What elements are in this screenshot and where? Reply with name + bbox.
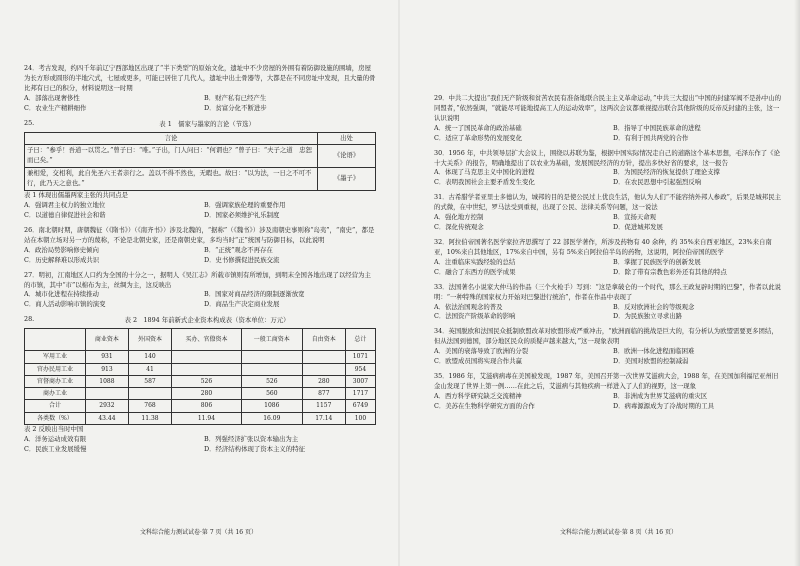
option-c[interactable]: C．深化传统观念 [434, 223, 484, 232]
table-cell: 280 [172, 388, 242, 400]
option-d[interactable]: D．病毒源源成为了冷战时期的工具 [613, 401, 714, 410]
question-stem: 27．明初，江南地区人口约为全国的十分之一，据明人《吴江志》所载市镇则有所增加，到明末全国各地出现了以经营为主的市镇，其中“市”以棉布为主，丝绸为主，这反映出 [24, 270, 371, 289]
table-cell: 954 [345, 363, 375, 375]
question-31 [434, 193, 784, 233]
table-cell: 17.14 [302, 412, 345, 424]
options [24, 246, 376, 266]
options [434, 347, 784, 367]
option-a[interactable]: A．体现了马克思主义中国化的进程 [434, 168, 535, 177]
option-a[interactable]: A．强化地方控制 [434, 213, 484, 222]
option-b[interactable]: B．国家对商品经济的限制逐渐放宽 [204, 290, 305, 299]
column-header [25, 329, 86, 351]
option-d[interactable]: D．有利于国共两党的合作 [613, 133, 689, 142]
option-d[interactable]: D．史书修撰促进民族交流 [204, 255, 280, 264]
options [24, 290, 376, 310]
question-stem: 35．1986 年，艾滋病病毒在美国被发现，1987 年，美国召开第一次世界艾滋病大会，1988 年，在美国加利福尼亚州旧金山发现了世界上第一例……在此之后，艾滋病与其他疾病一样进入了人们的视野，这一现象 [434, 372, 779, 390]
question-stem: 24．考古发现，约四千年前辽宁西部地区出现了“半下类型”的原始文化，遗址中不少房屋的外围有着防御设施的围墙，房屋为长方形或圆形的半地穴式，七屋或更多，可能已居住了几代人，遗址中出土骨器等，大都是在不同房址中发现，且大量的骨比邦有日已的积分，材料说明这一时期 [24, 64, 376, 92]
question-34 [434, 327, 784, 367]
table-header-row [25, 329, 376, 351]
table-caption: 表 1 儒家与墨家的言论（节选） [159, 119, 255, 128]
option-a[interactable]: A．部落出现奢侈性 [24, 93, 80, 102]
question-stem: 29．中共二大提出“我们无产阶级和贫苦农民有准备地联合民主主义革命运动，”中共三大提出“中国的封建军阀不是孙中山的同盟者，”依然强调，“就能尽可能地提高工人的运动效率”，这两次会议都重视提出联合其他阶级的反帝反封建的主张，这一认识说明 [434, 94, 782, 122]
table-cell [302, 351, 345, 363]
option-b[interactable]: B．欧洲一体化进程面临困难 [613, 347, 695, 356]
table-cell: 526 [172, 375, 242, 387]
table-cell: 1717 [345, 388, 375, 400]
table-row [25, 168, 376, 191]
options [434, 303, 784, 323]
page-shadow [794, 0, 800, 566]
table-cell: 6749 [345, 400, 375, 412]
option-d[interactable]: D．除了带有宗教色彩外还有其他的特点 [613, 267, 727, 276]
page-fold [398, 0, 400, 566]
table-cell: 11.94 [172, 412, 242, 424]
options [434, 124, 784, 144]
option-c[interactable]: C．以道德自律促进社会和谐 [24, 210, 106, 219]
options [434, 258, 784, 278]
question-30 [434, 149, 784, 189]
table-caption: 表 2 1894 年前新式企业资本构成表（资本单位：万元） [124, 316, 290, 325]
options [24, 94, 376, 114]
table-cell: 768 [128, 400, 171, 412]
option-a[interactable]: A．西方科学研究缺乏交流精神 [434, 391, 522, 400]
option-c[interactable]: C．商人活动影响市镇的演变 [24, 300, 106, 309]
option-d[interactable]: D．在农民思想中引起强烈反响 [613, 178, 702, 187]
table-2 [24, 328, 376, 425]
option-c[interactable]: C．融合了东西方的医学成果 [434, 267, 516, 276]
options [434, 392, 784, 412]
option-c[interactable]: C．历史解释难以形成共识 [24, 255, 100, 264]
table-cell: 2932 [85, 400, 128, 412]
table-row [25, 375, 376, 387]
table-cell: 140 [128, 351, 171, 363]
question-stem: 表 2 反映出当时中国 [24, 424, 84, 433]
table-cell: 280 [302, 375, 345, 387]
option-d[interactable]: D．美国对欧盟的控制减弱 [613, 357, 689, 366]
table-cell [85, 388, 128, 400]
question-stem: 26．南北朝时期，唐朝魏征（《隋书》）（《南齐书》）涉及北魏的，“据称”（《魏书》）涉及南朝史事则称“岛夷”，“南史”，都是站在本朝立场对另一方的蔑称，不论是北朝史家，还是南朝史家，多均当时“正”统国与防御目标，以此说明 [24, 225, 375, 244]
table-cell: 军用工业 [25, 351, 86, 363]
table-row [25, 145, 376, 168]
table-cell: 《论语》 [318, 145, 376, 168]
option-b[interactable]: B．强调家族伦理的重要作用 [204, 201, 286, 210]
table-cell: 官办民用工业 [25, 363, 86, 375]
question-24 [24, 64, 376, 114]
question-stem: 31．古希腊学者亚里士多德认为，城邦的目的是使公民过上优良生活，他认为人们“不能容纳外邦人参政”，后果是城邦民主的式微，在中世纪，罗马法受到重视，出现了公民、法律关系等问题，这一说法 [434, 193, 781, 212]
option-c[interactable]: C．法国资产阶级革命的影响 [434, 312, 516, 321]
option-d[interactable]: D．商品生产决定商业发展 [204, 300, 280, 309]
option-c[interactable]: C．表明我国社会主要矛盾发生变化 [434, 178, 535, 187]
table-cell: 各类数（%） [25, 412, 86, 424]
table-cell: 1157 [302, 400, 345, 412]
table-cell: 《墨子》 [318, 168, 376, 191]
option-b[interactable]: B．“正统”观念不再存在 [204, 245, 273, 254]
table-cell: 兼相爱，交相利，此自先圣六王者亲行之。盖以不得不然也，无暇也。故曰：“以为法，一日之不可不行，此乃天之意也。” [25, 168, 318, 191]
table-cell: 11.38 [128, 412, 171, 424]
option-a[interactable]: A．美国的衰落导致了欧洲的分裂 [434, 347, 529, 356]
table-cell: 合计 [25, 400, 86, 412]
question-25 [24, 119, 376, 221]
option-b[interactable]: B．反对欧洲社会的等级观念 [613, 302, 695, 311]
table-cell [128, 388, 171, 400]
options [434, 168, 784, 188]
option-d[interactable]: D．贫富分化不断进步 [204, 103, 267, 112]
table-row [25, 412, 376, 424]
table-cell: 877 [302, 388, 345, 400]
table-cell: 931 [85, 351, 128, 363]
column-header: 自由资本 [302, 329, 345, 351]
table-cell [172, 351, 242, 363]
question-27 [24, 271, 376, 311]
option-b[interactable]: B．财产私有已经产生 [204, 93, 267, 102]
option-a[interactable]: A．依法治国观念的普及 [434, 302, 503, 311]
table-cell [241, 363, 302, 375]
table-cell: 官督商办工业 [25, 375, 86, 387]
table-cell: 560 [241, 388, 302, 400]
question-stem: 表 1 体现出儒墨两家主张的共同点是 [24, 191, 128, 200]
question-32 [434, 238, 784, 278]
table-cell: 1086 [241, 400, 302, 412]
table-header-cell: 言论 [25, 132, 318, 145]
option-b[interactable]: B．掌握了民族医学的创新发展 [613, 257, 701, 266]
table-cell: 16.09 [241, 412, 302, 424]
table-cell [172, 363, 242, 375]
column-header: 总计 [345, 329, 375, 351]
option-c[interactable]: C．农业生产精耕细作 [24, 103, 87, 112]
page-footer-left: 文科综合能力测试试卷·第 7 页（共 16 页） [140, 529, 257, 536]
question-number: 25. [24, 118, 35, 127]
table-cell: 子曰：“参乎！吾道一以贯之。”曾子曰：“唯。”子出，门人问曰：“何谓也？”曾子曰：“夫子之道 忠恕而已矣。” [25, 145, 318, 168]
question-stem: 34．英国脱欧和法国民众抵制欧盟改革对欧盟形成严重冲击，“欧洲面临的挑战是巨大的，有分析认为欧盟需要更多团结，但从法国到德国，部分地区民众的质疑声越来越大，”这一现象表明 [434, 327, 778, 346]
option-c[interactable]: C．美苏在生物科学研究方面的合作 [434, 401, 535, 410]
option-a[interactable]: A．洋务运动成效有限 [24, 434, 87, 443]
option-b[interactable]: B．指导了中国民族革命的进程 [613, 123, 701, 132]
question-29 [434, 94, 784, 144]
table-cell: 43.44 [85, 412, 128, 424]
table-row [25, 400, 376, 412]
table-cell [241, 351, 302, 363]
options [24, 201, 376, 221]
table-cell: 100 [345, 412, 375, 424]
table-row [25, 388, 376, 400]
option-c[interactable]: C．民族工业发展缓慢 [24, 444, 87, 453]
option-c[interactable]: C．适应了革命形势的发展变化 [434, 133, 522, 142]
question-35 [434, 372, 784, 412]
options [24, 435, 376, 455]
question-number: 28. [24, 315, 35, 324]
option-d[interactable]: D．国家必须维护礼乐制度 [204, 210, 280, 219]
column-header: 外国资本 [128, 329, 171, 351]
option-b[interactable]: B．列强经济扩张以资本输出为主 [204, 434, 299, 443]
question-stem: 32．阿拉伯帝国著名医学家拉齐思撰写了 22 部医学著作，所涉及药物有 40 余种，约 35%来自西亚地区，23%来自南亚，10%来自其他地区，17%来自中国，另有 5%来自阿拉伯半岛的药物，这说明，阿拉伯帝国的医学 [434, 237, 772, 256]
table-1 [24, 132, 376, 192]
option-d[interactable]: D．促进城邦发展 [613, 223, 663, 232]
question-stem: 30．1956 年，中共领导层扩大会议上，围绕以苏联为鉴，根据中国实际情况走自己的道路这个基本思想，毛泽东作了《论十大关系》的报告，明确地提出了以农业为基础，发展国民经济的方针，提出多快好省的要求，这一报告 [434, 148, 780, 167]
table-row [25, 363, 376, 375]
option-a[interactable]: A．统一了国民革命的政治基础 [434, 123, 522, 132]
question-28 [24, 315, 376, 454]
option-a[interactable]: A．强调君主权力的独立地位 [24, 201, 106, 210]
table-header-cell: 出处 [318, 132, 376, 145]
table-cell: 1071 [345, 351, 375, 363]
option-d[interactable]: D．经济结构体现了资本主义的特征 [204, 444, 305, 453]
table-cell: 1088 [85, 375, 128, 387]
column-header: 商业资本 [85, 329, 128, 351]
option-d[interactable]: D．为民族独立寻求出路 [613, 312, 683, 321]
options [434, 213, 784, 233]
table-cell: 913 [85, 363, 128, 375]
table-cell [302, 363, 345, 375]
option-a[interactable]: A．城市化进程在持续推动 [24, 290, 99, 299]
table-cell: 526 [241, 375, 302, 387]
question-stem: 33．法国著名小说家大仲马的作品（三个火枪手）写到：“这是拿破仑的一个时代，那么王政复辟时期的巴黎”，作者以此说明：“一种特殊的国家权力开始对巴黎进行统治”，作者在作品中表现了 [434, 282, 781, 301]
page-footer-right: 文科综合能力测试试卷·第 8 页（共 16 页） [560, 529, 677, 536]
table-row [25, 351, 376, 363]
table-cell: 587 [128, 375, 171, 387]
right-page [434, 94, 784, 417]
option-c[interactable]: C．欧盟成员国将实现合作共赢 [434, 357, 522, 366]
question-26 [24, 226, 376, 266]
table-cell: 3007 [345, 375, 375, 387]
column-header: 买办、官僚资本 [172, 329, 242, 351]
table-cell: 806 [172, 400, 242, 412]
left-page [24, 64, 376, 460]
table-cell: 商办工业 [25, 388, 86, 400]
option-b[interactable]: B．非洲成为世界艾滋病的重灾区 [613, 391, 708, 400]
option-a[interactable]: A．政治局势影响修史倾向 [24, 245, 99, 254]
option-b[interactable]: B．宣扬天命观 [613, 213, 657, 222]
table-cell: 41 [128, 363, 171, 375]
column-header: 一般工商资本 [241, 329, 302, 351]
question-33 [434, 283, 784, 323]
option-a[interactable]: A．注重临床实践经验的总结 [434, 257, 516, 266]
option-b[interactable]: B．为国民经济的恢复提供了理论支撑 [613, 168, 720, 177]
